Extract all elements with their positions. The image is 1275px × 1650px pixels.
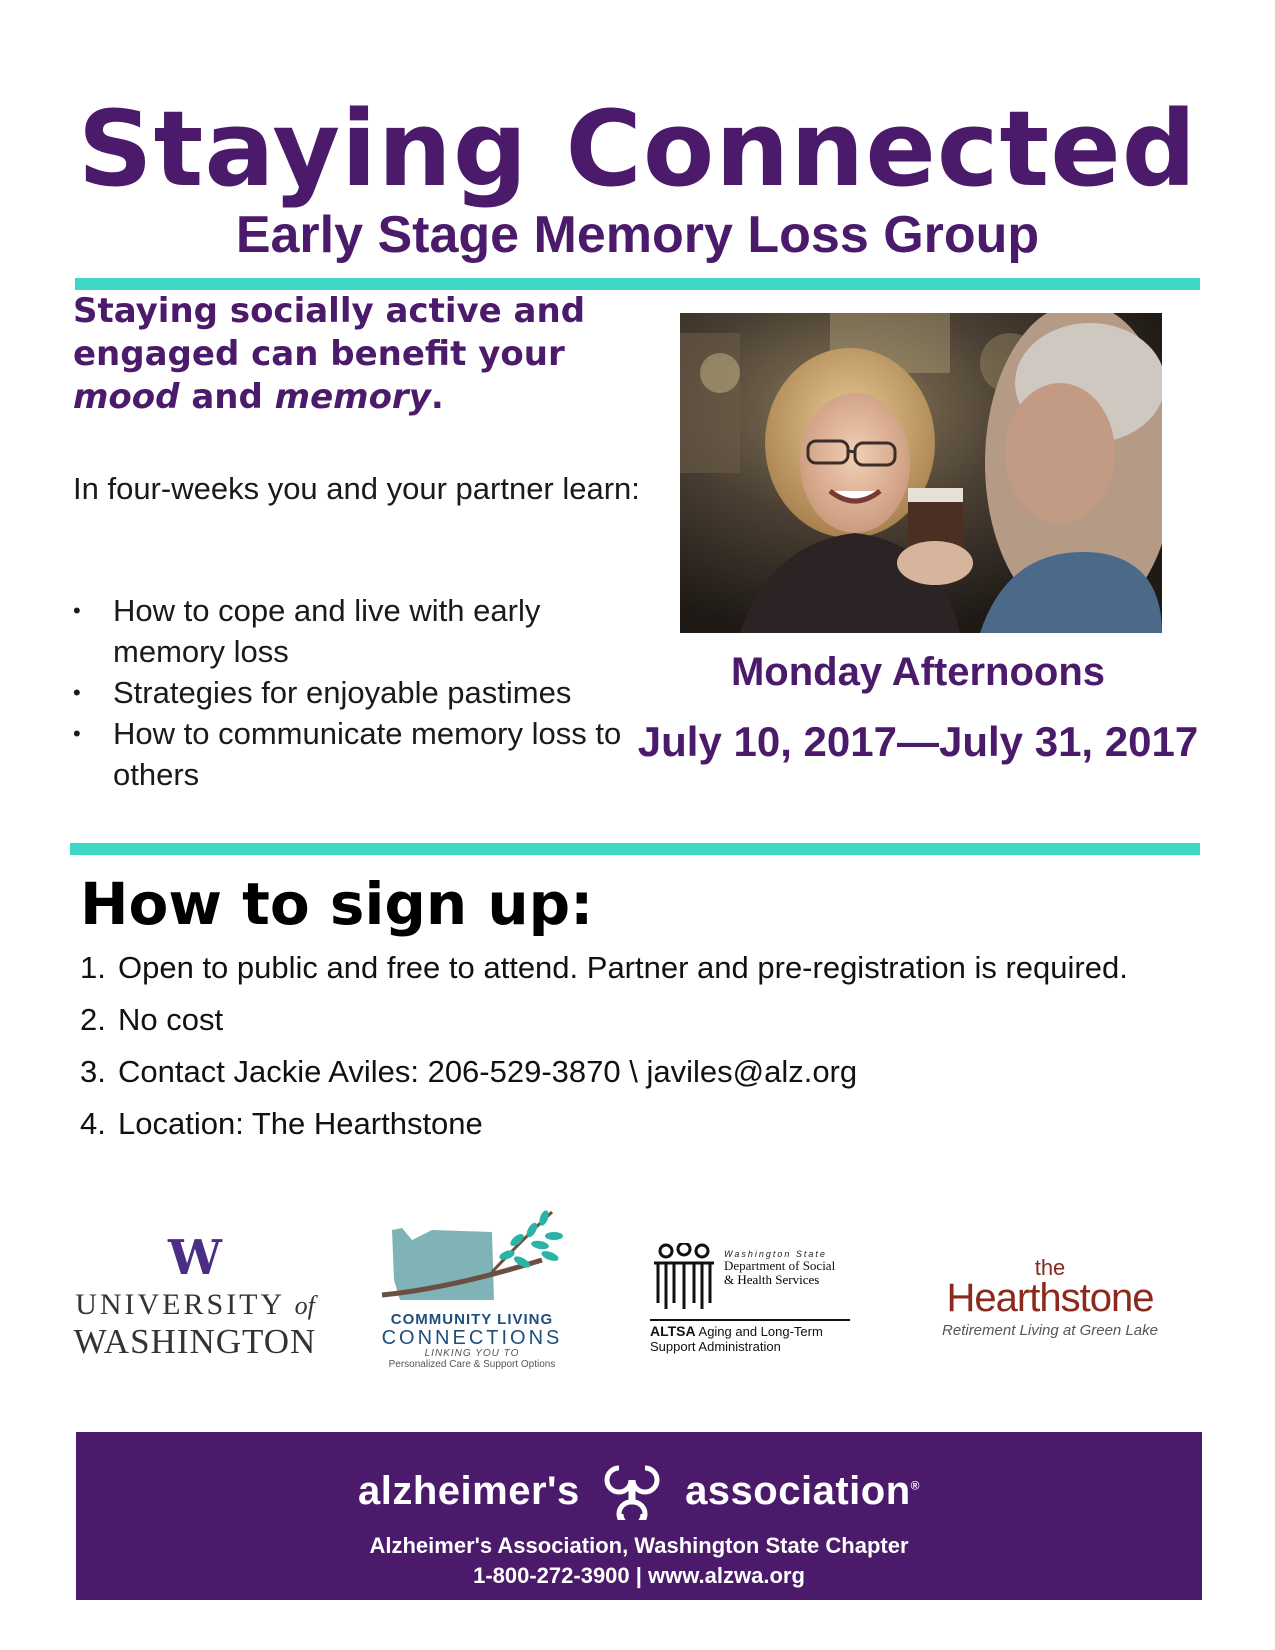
step-item: [80, 1104, 1230, 1156]
alzheimers-association-logo: [76, 1462, 1202, 1520]
chapter-contact: 1-800-272-3900 | www.alzwa.org: [473, 1563, 805, 1588]
people-icon: [650, 1243, 718, 1313]
intro-mood: mood: [73, 377, 180, 417]
dshs-dept-line1: Department of Social: [724, 1258, 836, 1273]
chapter-name: Alzheimer's Association, Washington State Chapter: [369, 1533, 909, 1558]
alz-knot-icon: [601, 1462, 663, 1520]
step-item: [80, 1052, 1230, 1104]
uw-name-line2: WASHINGTON: [73, 1322, 317, 1361]
step-number: 3.: [80, 1054, 106, 1089]
step-number: 2.: [80, 1002, 106, 1037]
couple-photo: [680, 313, 1162, 633]
clc-name-line2: CONNECTIONS: [381, 1327, 563, 1349]
top-divider: [75, 278, 1200, 290]
meeting-day: Monday Afternoons: [730, 650, 1106, 694]
step-text: Location: The Hearthstone: [118, 1106, 483, 1141]
step-text: Contact Jackie Aviles: 206-529-3870 \ javiles@alz.org: [118, 1054, 858, 1089]
list-item: • How to cope and live with early memory loss: [73, 590, 633, 672]
clc-subtagline: Personalized Care & Support Options: [388, 1359, 556, 1370]
step-number: 4.: [80, 1106, 106, 1141]
intro-memory: memory: [274, 377, 431, 417]
washington-branch-icon: [372, 1200, 572, 1310]
step-item: [80, 1000, 1230, 1052]
hearthstone-name: Hearthstone: [946, 1276, 1154, 1320]
dshs-header: [650, 1243, 850, 1313]
step-item: [80, 948, 1230, 1000]
list-item: • Strategies for enjoyable pastimes: [73, 672, 633, 713]
dshs-text: [724, 1249, 835, 1287]
clc-tagline: LINKING YOU TO: [424, 1348, 520, 1359]
hearthstone-logo: [930, 1255, 1170, 1339]
signup-heading: How to sign up:: [80, 870, 594, 938]
page-title: Staying Connected: [77, 88, 1198, 210]
dshs-dept-line2: & Health Services: [724, 1272, 820, 1287]
signup-steps: [80, 948, 1230, 1156]
hearthstone-tagline: Retirement Living at Green Lake: [942, 1322, 1158, 1339]
intro-text: Staying socially active and engaged can benefit your: [73, 291, 586, 374]
uw-logo: [70, 1230, 320, 1361]
list-item: • How to communicate memory loss to others: [73, 713, 633, 795]
footer-banner: [76, 1432, 1202, 1600]
dshs-logo: [650, 1243, 850, 1354]
intro-and: and: [179, 377, 275, 417]
intro-period: .: [430, 377, 444, 417]
dshs-state: Washington State: [724, 1249, 827, 1259]
step-number: 1.: [80, 950, 106, 985]
meeting-dates: July 10, 2017—July 31, 2017: [637, 718, 1199, 765]
altsa-line: ALTSA Aging and Long-Term Support Administration: [650, 1319, 850, 1354]
learn-lead: In four-weeks you and your partner learn:: [73, 471, 640, 506]
uw-name-line1: UNIVERSITY of: [75, 1288, 315, 1321]
brand-left: alzheimer's: [358, 1468, 580, 1513]
step-text: Open to public and free to attend. Partner and pre-registration is required.: [118, 950, 1128, 985]
photo-image: [680, 313, 1162, 633]
step-text: No cost: [118, 1002, 224, 1037]
page-subtitle: Early Stage Memory Loss Group: [235, 206, 1040, 264]
hearthstone-the: the: [1034, 1255, 1066, 1280]
clc-name-line1: COMMUNITY LIVING: [390, 1311, 554, 1328]
middle-divider: [70, 843, 1200, 855]
community-living-connections-logo: [372, 1200, 572, 1370]
intro-statement: [73, 290, 633, 419]
learn-list: [73, 590, 633, 795]
uw-w-mark: W: [168, 1230, 222, 1286]
brand-right: association®: [685, 1468, 920, 1513]
